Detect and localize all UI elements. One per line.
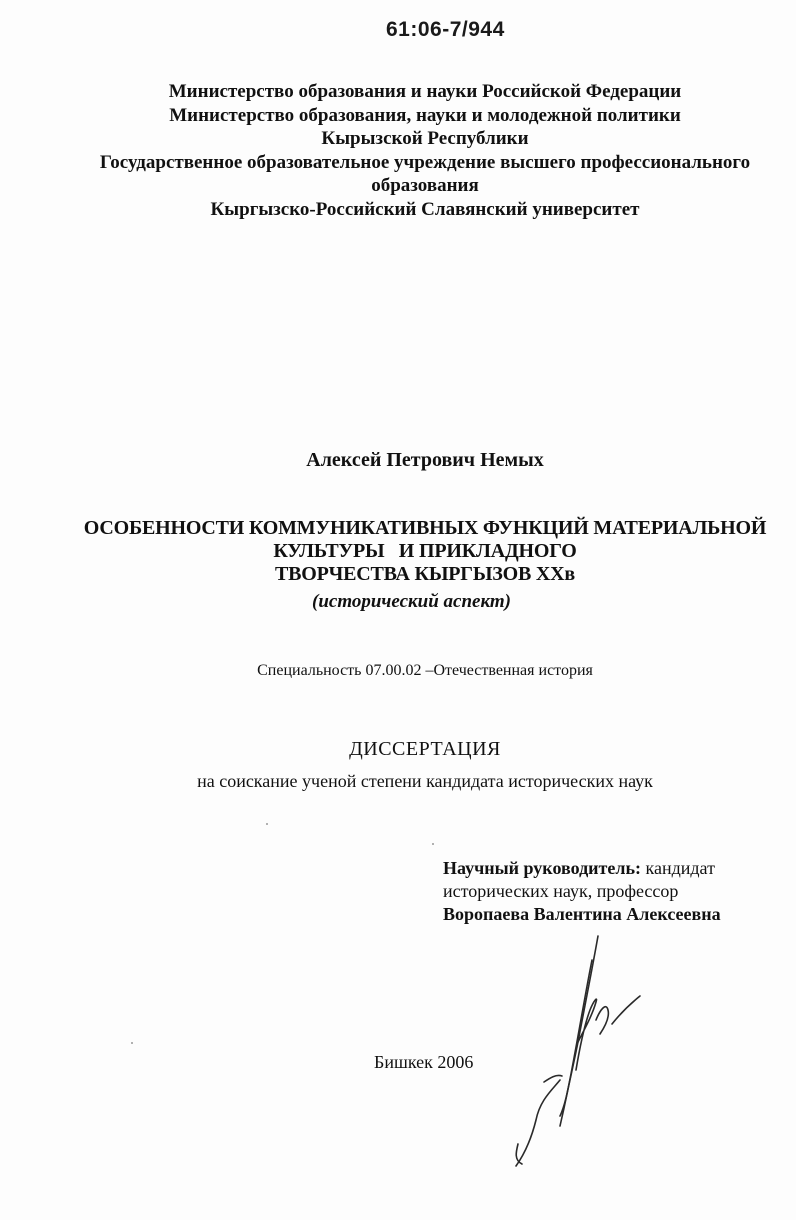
place-year: Бишкек 2006 xyxy=(374,1052,474,1072)
document-type: ДИССЕРТАЦИЯ xyxy=(349,738,501,760)
catalog-number: 61:06-7/944 xyxy=(386,18,505,41)
institution-line: Кыргызско-Российский Славянский университет xyxy=(210,198,640,220)
institution-line: образования xyxy=(371,175,479,196)
dissertation-title xyxy=(0,517,796,586)
dissertation-subtitle: (исторический аспект) xyxy=(312,591,511,612)
institution-line: Государственное образовательное учреждение высшего профессионального xyxy=(99,151,751,173)
degree-statement: на соискание ученой степени кандидата исторических наук xyxy=(197,771,653,791)
institution-line: Кырызской Республики xyxy=(321,128,529,149)
paper-speck xyxy=(432,843,434,845)
signature-stroke xyxy=(560,960,592,1126)
title-line: ТВОРЧЕСТВА КЫРГЫЗОВ XXв xyxy=(274,563,576,585)
institution-line: Министерство образования, науки и молодежной политики xyxy=(169,104,681,126)
signature-stroke xyxy=(560,936,598,1116)
supervisor-line-1 xyxy=(443,857,721,880)
signature-stroke xyxy=(596,1007,608,1034)
signature-stroke xyxy=(516,1080,560,1166)
supervisor-title-2: исторических наук, профессор xyxy=(443,881,679,901)
institution-header xyxy=(0,80,796,221)
title-line: КУЛЬТУРЫ И ПРИКЛАДНОГО xyxy=(273,540,577,562)
handwritten-signature xyxy=(500,930,660,1170)
supervisor-label: Научный руководитель: xyxy=(443,858,641,878)
signature-stroke xyxy=(516,1144,522,1164)
specialty: Специальность 07.00.02 –Отечественная история xyxy=(257,662,593,679)
supervisor-block xyxy=(443,857,721,926)
signature-stroke xyxy=(612,996,640,1024)
author-name: Алексей Петрович Немых xyxy=(306,449,544,471)
title-line: ОСОБЕННОСТИ КОММУНИКАТИВНЫХ ФУНКЦИЙ МАТЕРИАЛЬНОЙ xyxy=(83,517,767,539)
supervisor-title-1: кандидат xyxy=(641,858,715,878)
institution-line: Министерство образования и науки Российской Федерации xyxy=(168,81,682,102)
supervisor-name: Воропаева Валентина Алексеевна xyxy=(443,904,721,924)
paper-speck xyxy=(266,823,268,825)
paper-speck xyxy=(131,1042,133,1044)
